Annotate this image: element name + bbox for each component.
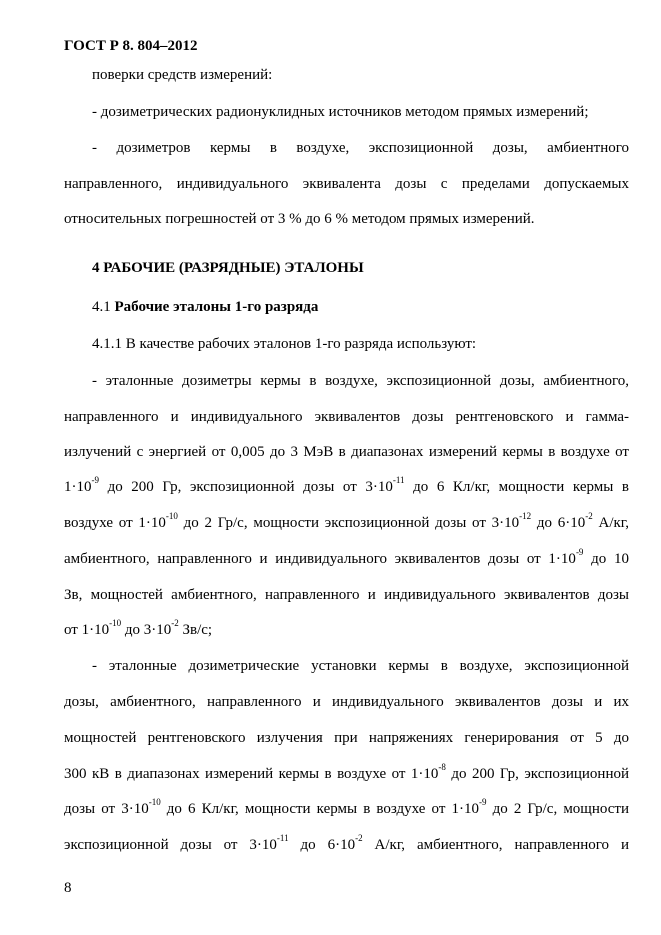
exponent: -11 [276,833,289,843]
text-run: до 6 Кл/кг, мощности кермы в воздухе от 1·10 [160,801,479,817]
text-line [64,618,629,639]
text-line [64,833,629,854]
text-line: направленного и индивидуального эквивалентов дозы рентгеновского и гамма- [64,409,629,425]
text-line [64,762,629,783]
text-run: амбиентного, направленного и индивидуального эквивалентов дозы от 1·10 [64,551,576,567]
section-heading: 4 РАБОЧИЕ (РАЗРЯДНЫЕ) ЭТАЛОНЫ [92,260,364,276]
exponent: -9 [575,547,584,557]
text-line: 4.1.1 В качестве рабочих эталонов 1-го разряда используют: [92,336,477,352]
page-number: 8 [64,880,72,896]
text-run: до 2 Гр/с, мощности [486,801,630,817]
text-run: до 200 Гр, экспозиционной дозы от 3·10 [99,479,393,495]
text-line: излучений с энергией от 0,005 до 3 МэВ в диапазонах измерений кермы в воздухе от [64,444,629,460]
text-run: воздухе от 1·10 [64,515,166,531]
text-run: до 6 Кл/кг, мощности кермы в [404,479,630,495]
text-line: - дозиметров кермы в воздухе, экспозиционной дозы, амбиентного [92,140,629,156]
text-run: экспозиционной дозы от 3·10 [64,837,277,853]
text-line: мощностей рентгеновского излучения при напряжениях генерирования от 5 до [64,730,629,746]
text-line: поверки средств измерений: [92,67,273,83]
text-run: дозы от 3·10 [64,801,149,817]
subsection-heading [92,298,629,316]
text-line [64,475,630,496]
exponent: -10 [148,797,161,807]
text-run: от 1·10 [64,622,110,638]
text-run: до 3·10 [121,622,172,638]
text-line [64,511,629,532]
exponent: -2 [171,618,179,628]
text-line: направленного, индивидуального эквивалента дозы с пределами допускаемых [64,176,629,192]
text-line [64,547,629,568]
text-run: А/кг, амбиентного, направленного и [362,837,629,853]
text-run: до 10 [583,551,629,567]
text-run: 300 кВ в диапазонах измерений кермы в воздухе от 1·10 [64,766,439,782]
text-run: 1·10 [64,479,92,495]
text-line: дозы, амбиентного, направленного и индивидуального эквивалентов дозы и их [64,694,629,710]
exponent: -2 [355,833,363,843]
exponent: -11 [392,475,405,485]
text-run: А/кг, [592,515,629,531]
text-run: до 200 Гр, экспозиционной [445,766,629,782]
exponent: -2 [585,511,593,521]
text-line: - дозиметрических радионуклидных источников методом прямых измерений; [92,104,589,120]
text-run: Зв/с; [178,622,213,638]
exponent: -9 [91,475,99,485]
exponent: -10 [109,618,122,628]
subsection-title: Рабочие эталоны 1-го разряда [114,299,319,315]
text-line [64,797,630,818]
text-line: - эталонные дозиметры кермы в воздухе, экспозиционной дозы, амбиентного, [92,373,629,389]
text-line: Зв, мощностей амбиентного, направленного и индивидуального эквивалентов дозы [64,587,629,603]
exponent: -12 [519,511,532,521]
text-run: до 6·10 [288,837,356,853]
text-run: до 6·10 [531,515,586,531]
text-line: - эталонные дозиметрические установки кермы в воздухе, экспозиционной [92,658,629,674]
standard-header: ГОСТ Р 8. 804–2012 [64,38,198,54]
exponent: -9 [478,797,487,807]
exponent: -10 [165,511,178,521]
text-line: относительных погрешностей от 3 % до 6 % методом прямых измерений. [64,211,535,227]
exponent: -8 [438,762,446,772]
text-run: до 2 Гр/с, мощности экспозиционной дозы от 3·10 [177,515,520,531]
subsection-number: 4.1 [92,299,115,315]
